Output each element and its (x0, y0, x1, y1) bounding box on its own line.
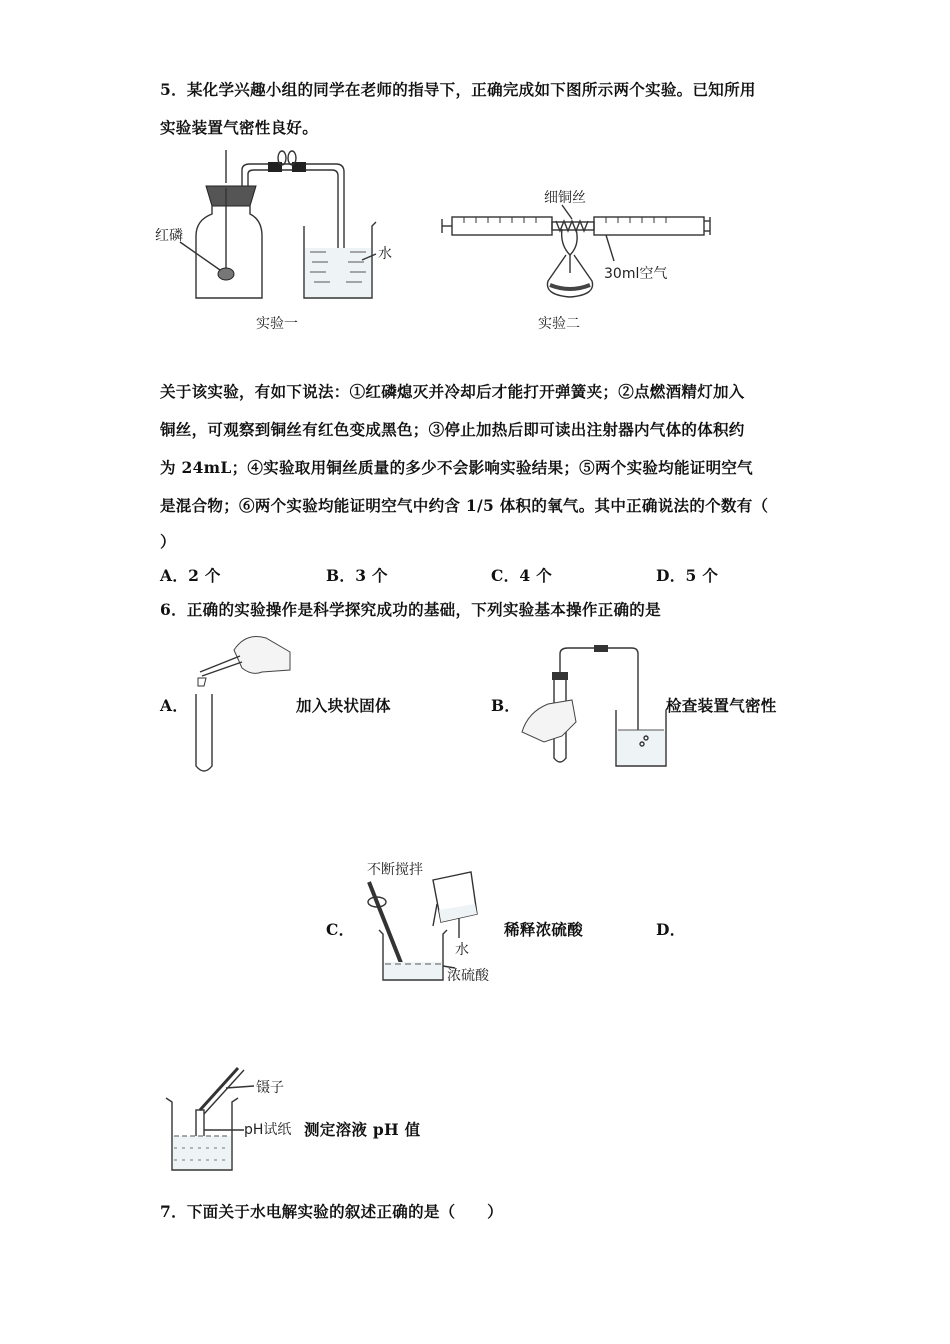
q6-d-label-tweezers: 镊子 (256, 1080, 284, 1096)
q5-body-line2: 铜丝，可观察到铜丝有红色变成黑色；③停止加热后即可读出注射器内气体的体积约 (160, 420, 745, 439)
q6-option-d-figure (160, 1062, 310, 1177)
q5-figure-experiment2 (440, 185, 720, 340)
q7-stem: 7．下面关于水电解实验的叙述正确的是（ ） (160, 1202, 503, 1221)
q5-stem-line1: 5．某化学兴趣小组的同学在老师的指导下，正确完成如下图所示两个实验。已知所用 (160, 80, 756, 99)
q5-body-line3: 为 24mL；④实验取用铜丝质量的多少不会影响实验结果；⑤两个实验均能证明空气 (160, 458, 753, 477)
q6-option-c-text: 稀释浓硫酸 (504, 920, 584, 939)
q5-body-line5: ） (160, 532, 176, 551)
q6-d-label-ph-paper: pH试纸 (244, 1122, 292, 1138)
q6-option-b-letter[interactable]: B． (491, 696, 521, 715)
q5-figure-experiment1 (150, 148, 410, 338)
q5-option-a[interactable]: A．2 个 (160, 566, 221, 585)
q5-option-d[interactable]: D．5 个 (656, 566, 719, 585)
q5-stem-line2: 实验装置气密性良好。 (160, 118, 319, 137)
q5-option-b[interactable]: B．3 个 (326, 566, 388, 585)
q5-label-copper-wire: 细铜丝 (544, 190, 586, 206)
q5-label-red-phosphorus: 红磷 (155, 228, 183, 244)
q5-label-water: 水 (378, 246, 392, 262)
q6-option-d-letter[interactable]: D． (656, 920, 686, 939)
q5-label-air: 30ml空气 (604, 266, 668, 282)
q6-option-b-figure (518, 642, 668, 772)
q5-option-c[interactable]: C．4 个 (491, 566, 553, 585)
q6-stem: 6．正确的实验操作是科学探究成功的基础，下列实验基本操作正确的是 (160, 600, 661, 619)
q6-option-a-figure (186, 628, 296, 778)
q6-option-c-letter[interactable]: C． (326, 920, 355, 939)
q6-c-label-stir: 不断搅拌 (367, 862, 423, 878)
q5-body-line4: 是混合物；⑥两个实验均能证明空气中约含 1/5 体积的氧气。其中正确说法的个数有（ (160, 496, 769, 515)
q5-caption-experiment1: 实验一 (256, 316, 298, 332)
q5-body-line1: 关于该实验，有如下说法：①红磷熄灭并冷却后才能打开弹簧夹；②点燃酒精灯加入 (160, 382, 745, 401)
q6-c-label-water: 水 (455, 942, 469, 958)
q6-option-c-figure (355, 856, 505, 991)
q6-option-b-text: 检查装置气密性 (666, 696, 777, 715)
q5-caption-experiment2: 实验二 (538, 316, 580, 332)
q6-c-label-acid: 浓硫酸 (447, 968, 489, 984)
q6-option-a-letter[interactable]: A． (160, 696, 189, 715)
q6-option-d-text: 测定溶液 pH 值 (304, 1120, 421, 1139)
q6-option-a-text: 加入块状固体 (296, 696, 391, 715)
